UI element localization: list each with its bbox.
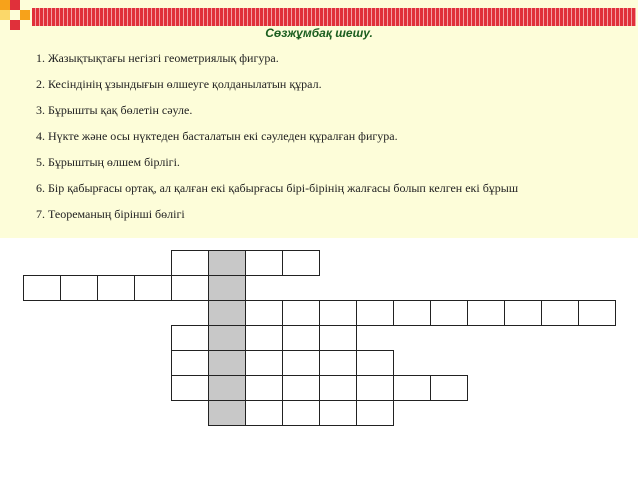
clue-item: 5. Бұрыштың өлшем бірлігі. <box>36 155 180 169</box>
decor-square-red <box>10 0 20 10</box>
clue-item: 3. Бұрышты қақ бөлетін сәуле. <box>36 103 193 117</box>
crossword-cell[interactable] <box>23 275 61 301</box>
crossword-cell[interactable] <box>134 275 172 301</box>
crossword-key-cell[interactable] <box>208 400 246 426</box>
crossword-cell[interactable] <box>504 300 542 326</box>
decor-square-orange <box>0 0 10 10</box>
crossword-cell[interactable] <box>319 325 357 351</box>
crossword-key-cell[interactable] <box>208 375 246 401</box>
crossword-cell[interactable] <box>467 300 505 326</box>
crossword-cell[interactable] <box>578 300 616 326</box>
crossword-cell[interactable] <box>171 375 209 401</box>
crossword-cell[interactable] <box>430 300 468 326</box>
crossword-cell[interactable] <box>282 400 320 426</box>
crossword-cell[interactable] <box>356 300 394 326</box>
crossword-cell[interactable] <box>245 325 283 351</box>
crossword-key-cell[interactable] <box>208 275 246 301</box>
clue-item: 6. Бір қабырғасы ортақ, ал қалған екі қабырғасы бірі-бірінің жалғасы болып келген екі бұрыш <box>36 181 519 195</box>
clue-item: 2. Кесіндінің ұзындығын өлшеуге қолданылатын құрал. <box>36 77 322 91</box>
crossword-cell[interactable] <box>319 350 357 376</box>
crossword-cell[interactable] <box>282 350 320 376</box>
crossword-cell[interactable] <box>393 375 431 401</box>
crossword-cell[interactable] <box>319 375 357 401</box>
crossword-cell[interactable] <box>319 400 357 426</box>
clue-item: 4. Нүкте және осы нүктеден басталатын екі сәуледен құралған фигура. <box>36 129 398 143</box>
crossword-cell[interactable] <box>171 350 209 376</box>
crossword-cell[interactable] <box>319 300 357 326</box>
crossword-cell[interactable] <box>97 275 135 301</box>
clue-item: 1. Жазықтықтағы негізгі геометриялық фигура. <box>36 51 279 65</box>
crossword-cell[interactable] <box>282 250 320 276</box>
crossword-cell[interactable] <box>171 325 209 351</box>
crossword-cell[interactable] <box>245 350 283 376</box>
crossword-cell[interactable] <box>245 250 283 276</box>
crossword-cell[interactable] <box>171 275 209 301</box>
crossword-cell[interactable] <box>541 300 579 326</box>
crossword-cell[interactable] <box>356 375 394 401</box>
crossword-cell[interactable] <box>282 300 320 326</box>
crossword-grid <box>0 238 638 479</box>
crossword-key-cell[interactable] <box>208 325 246 351</box>
decor-square-orange-2 <box>20 10 30 20</box>
clue-item: 7. Теореманың бірінші бөлігі <box>36 207 185 221</box>
crossword-key-cell[interactable] <box>208 300 246 326</box>
crossword-cell[interactable] <box>356 400 394 426</box>
crossword-cell[interactable] <box>282 375 320 401</box>
crossword-cell[interactable] <box>282 325 320 351</box>
crossword-cell[interactable] <box>430 375 468 401</box>
crossword-cell[interactable] <box>245 375 283 401</box>
crossword-cell[interactable] <box>393 300 431 326</box>
crossword-cell[interactable] <box>245 300 283 326</box>
crossword-key-cell[interactable] <box>208 250 246 276</box>
page-title: Сөзжұмбақ шешу. <box>265 26 373 40</box>
crossword-cell[interactable] <box>60 275 98 301</box>
crossword-key-cell[interactable] <box>208 350 246 376</box>
crossword-cell[interactable] <box>171 250 209 276</box>
header-stripe <box>32 8 636 26</box>
crossword-cell[interactable] <box>245 400 283 426</box>
decor-square-yellow <box>0 10 10 20</box>
crossword-cell[interactable] <box>356 350 394 376</box>
clue-list <box>36 50 518 232</box>
